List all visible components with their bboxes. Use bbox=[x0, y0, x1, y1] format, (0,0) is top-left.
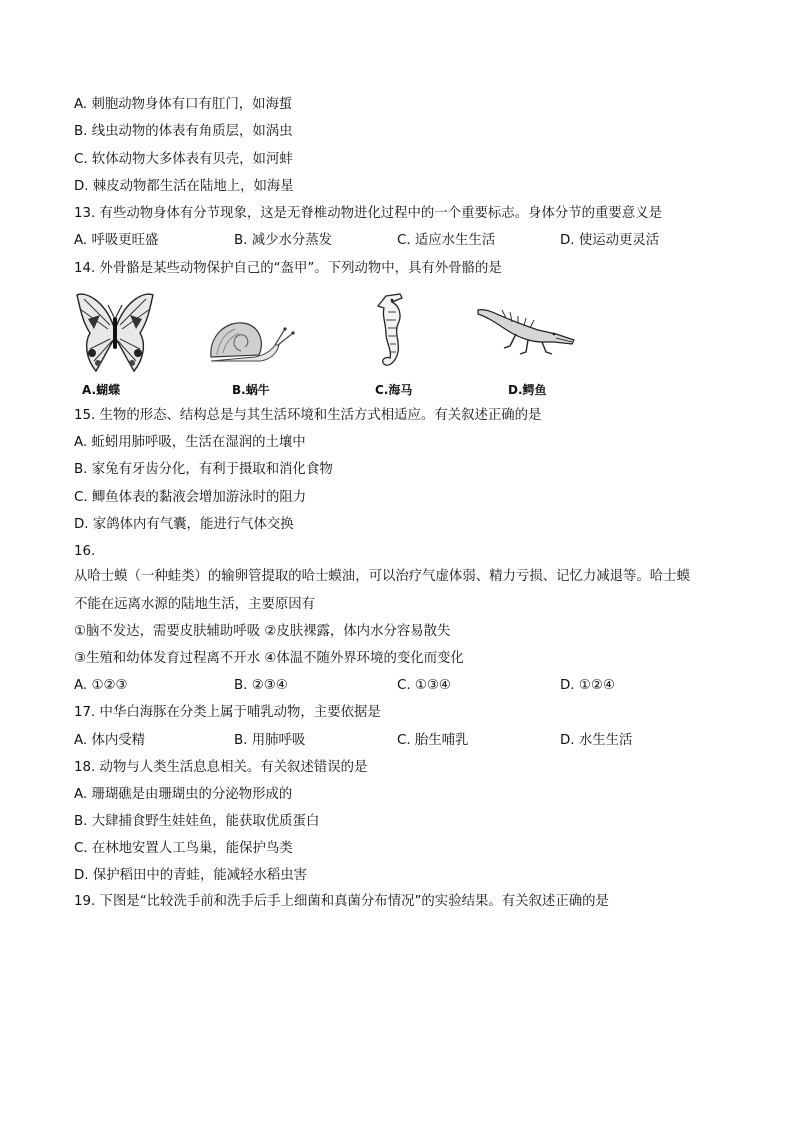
q15-option-d: D. 家鸽体内有气囊，能进行气体交换 bbox=[74, 517, 294, 532]
q18-stem: 18. 动物与人类生活息息相关。有关叙述错误的是 bbox=[74, 760, 368, 775]
q12-option-d: D. 棘皮动物都生活在陆地上，如海星 bbox=[74, 179, 294, 194]
butterfly-image bbox=[74, 289, 156, 377]
q18-option-c: C. 在林地安置人工鸟巢，能保护鸟类 bbox=[74, 841, 293, 856]
q17-option-c: C. 胎生哺乳 bbox=[397, 733, 469, 748]
q16-stem-line1: 从哈士蟆（一种蛙类）的输卵管提取的哈士蟆油，可以治疗气虚体弱、精力亏损、记忆力减退等。哈士蟆 bbox=[74, 569, 690, 584]
q12-option-c: C. 软体动物大多体表有贝壳，如河蚌 bbox=[74, 152, 293, 167]
crocodile-caption: D.鳄鱼 bbox=[508, 383, 547, 397]
seahorse-caption: C.海马 bbox=[375, 383, 413, 397]
q16-stem-line2: 不能在远离水源的陆地生活，主要原因有 bbox=[74, 597, 316, 612]
q13-option-a: A. 呼吸更旺盛 bbox=[74, 233, 159, 248]
q16-statements-2: ③生殖和幼体发育过程离不开水 ④体温不随外界环境的变化而变化 bbox=[74, 651, 464, 666]
q13-option-b: B. 减少水分蒸发 bbox=[234, 233, 333, 248]
q18-option-b: B. 大肆捕食野生娃娃鱼，能获取优质蛋白 bbox=[74, 814, 320, 829]
q13-option-c: C. 适应水生生活 bbox=[397, 233, 496, 248]
q15-stem: 15. 生物的形态、结构总是与其生活环境和生活方式相适应。有关叙述正确的是 bbox=[74, 408, 542, 423]
seahorse-image bbox=[372, 292, 412, 376]
q15-option-b: B. 家兔有牙齿分化，有利于摄取和消化食物 bbox=[74, 462, 333, 477]
q19-stem: 19. 下图是“比较洗手前和洗手后手上细菌和真菌分布情况”的实验结果。有关叙述正确的是 bbox=[74, 894, 609, 909]
snail-image bbox=[205, 315, 297, 365]
q13-option-d: D. 使运动更灵活 bbox=[560, 233, 660, 248]
q16-option-d: D. ①②④ bbox=[560, 678, 615, 693]
q18-option-d: D. 保护稻田中的青蛙，能减轻水稻虫害 bbox=[74, 868, 308, 883]
q15-option-c: C. 鲫鱼体表的黏液会增加游泳时的阻力 bbox=[74, 490, 307, 505]
q16-options bbox=[74, 677, 734, 695]
q17-option-b: B. 用肺呼吸 bbox=[234, 733, 306, 748]
q18-option-a: A. 珊瑚礁是由珊瑚虫的分泌物形成的 bbox=[74, 787, 293, 802]
q16-option-b: B. ②③④ bbox=[234, 678, 288, 693]
q17-option-a: A. 体内受精 bbox=[74, 733, 145, 748]
q16-statements-1: ①脑不发达，需要皮肤辅助呼吸 ②皮肤裸露，体内水分容易散失 bbox=[74, 624, 451, 639]
crocodile-image bbox=[476, 300, 576, 358]
q13-stem: 13. 有些动物身体有分节现象，这是无脊椎动物进化过程中的一个重要标志。身体分节的重要意义是 bbox=[74, 206, 662, 221]
q17-options bbox=[74, 732, 734, 750]
q17-option-d: D. 水生生活 bbox=[560, 733, 633, 748]
q12-option-b: B. 线虫动物的体表有角质层，如涡虫 bbox=[74, 124, 293, 139]
q17-stem: 17. 中华白海豚在分类上属于哺乳动物，主要依据是 bbox=[74, 705, 381, 720]
q16-number: 16. bbox=[74, 544, 96, 559]
q15-option-a: A. 蚯蚓用肺呼吸，生活在湿润的土壤中 bbox=[74, 435, 306, 450]
snail-caption: B.蜗牛 bbox=[232, 383, 270, 397]
q14-stem: 14. 外骨骼是某些动物保护自己的“盔甲”。下列动物中，具有外骨骼的是 bbox=[74, 261, 502, 276]
butterfly-caption: A.蝴蝶 bbox=[82, 383, 121, 397]
q13-options bbox=[74, 232, 734, 250]
q12-option-a: A. 刺胞动物身体有口有肛门，如海蜇 bbox=[74, 97, 293, 112]
q16-option-c: C. ①③④ bbox=[397, 678, 451, 693]
q16-option-a: A. ①②③ bbox=[74, 678, 128, 693]
